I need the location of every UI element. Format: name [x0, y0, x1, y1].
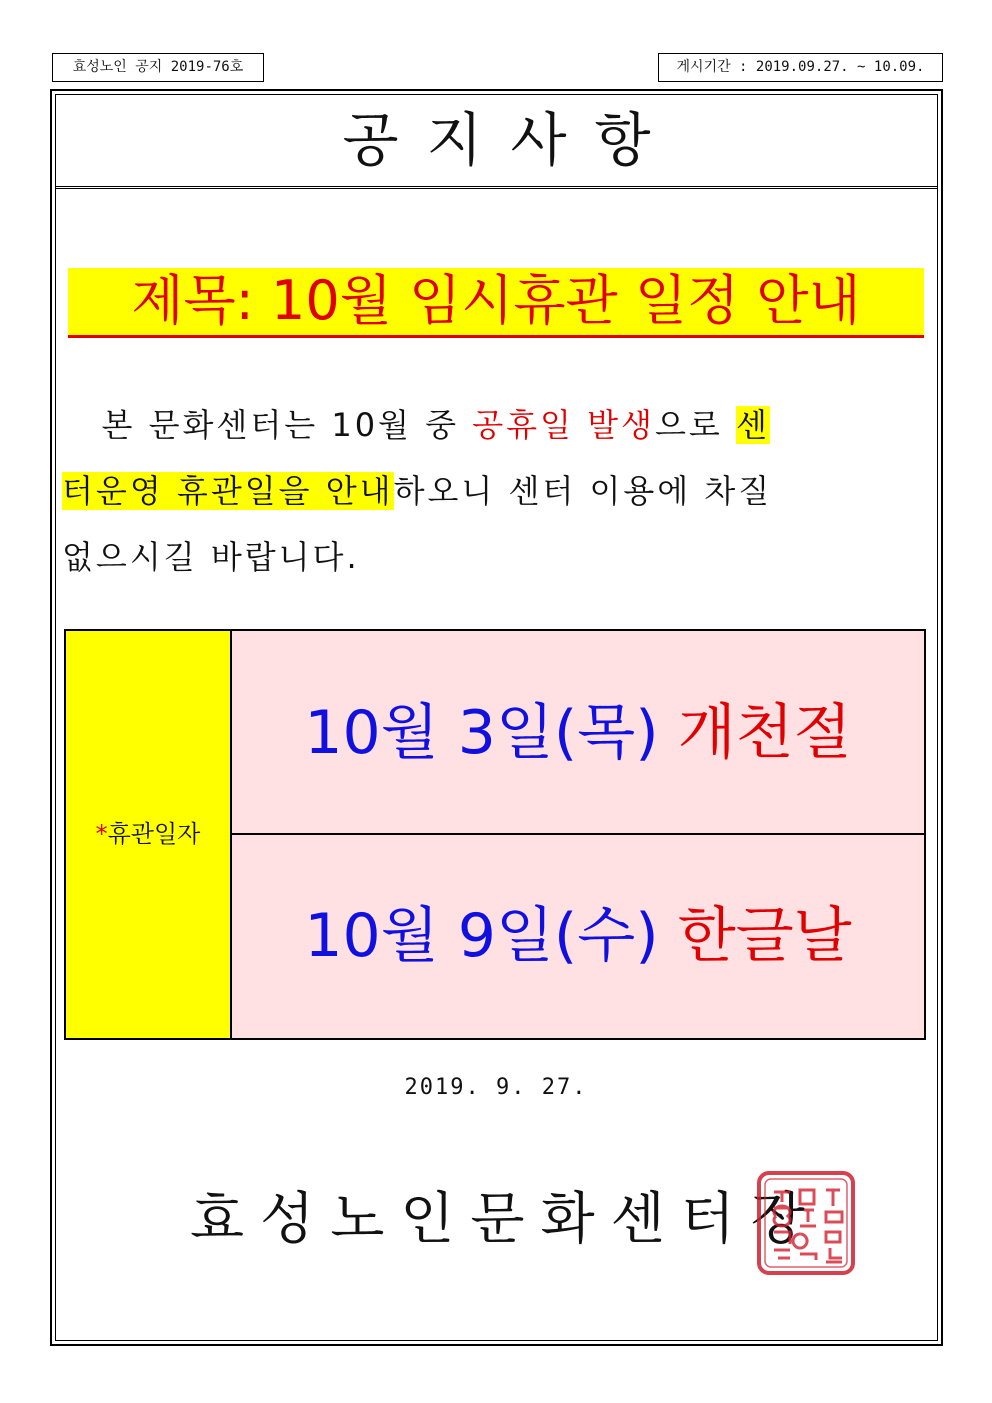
highlight-phrase: 터운영 휴관일을 안내	[62, 472, 394, 510]
closure-dates-table	[64, 629, 926, 1040]
closure-row	[232, 835, 924, 1038]
closure-label: 휴관일자	[107, 820, 201, 848]
holiday-phrase: 공휴일 발생	[472, 406, 655, 444]
closure-date: 10월 3일(목)	[304, 698, 678, 768]
page-title: 공지사항	[342, 106, 679, 174]
body-paragraph	[62, 392, 932, 590]
holiday-name: 한글날	[677, 901, 852, 971]
official-seal-stamp	[756, 1170, 856, 1276]
body-line-1	[62, 392, 932, 458]
holiday-name: 개천절	[677, 698, 852, 768]
asterisk-mark: *	[95, 820, 108, 848]
notice-number: 효성노인 공지 2019-76호	[52, 53, 264, 82]
body-line-3: 없으시길 바랍니다.	[62, 538, 360, 576]
closure-date: 10월 9일(수)	[304, 901, 678, 971]
signer-name: 효성노인문화센터장	[190, 1187, 821, 1252]
closure-label-cell	[66, 631, 232, 1038]
body-text: 하오니 센터 이용에 차질	[393, 472, 773, 510]
body-line-2	[62, 458, 932, 524]
highlight-phrase: 센	[735, 406, 770, 444]
closure-row	[232, 631, 924, 835]
sign-date: 2019. 9. 27.	[404, 1075, 588, 1100]
body-text: 으로	[654, 406, 736, 444]
body-text: 본 문화센터는 10월 중	[101, 406, 473, 444]
subject-heading: 제목: 10월 임시휴관 일정 안내	[68, 268, 924, 338]
posting-period: 게시기간 : 2019.09.27. ~ 10.09.	[658, 53, 943, 82]
